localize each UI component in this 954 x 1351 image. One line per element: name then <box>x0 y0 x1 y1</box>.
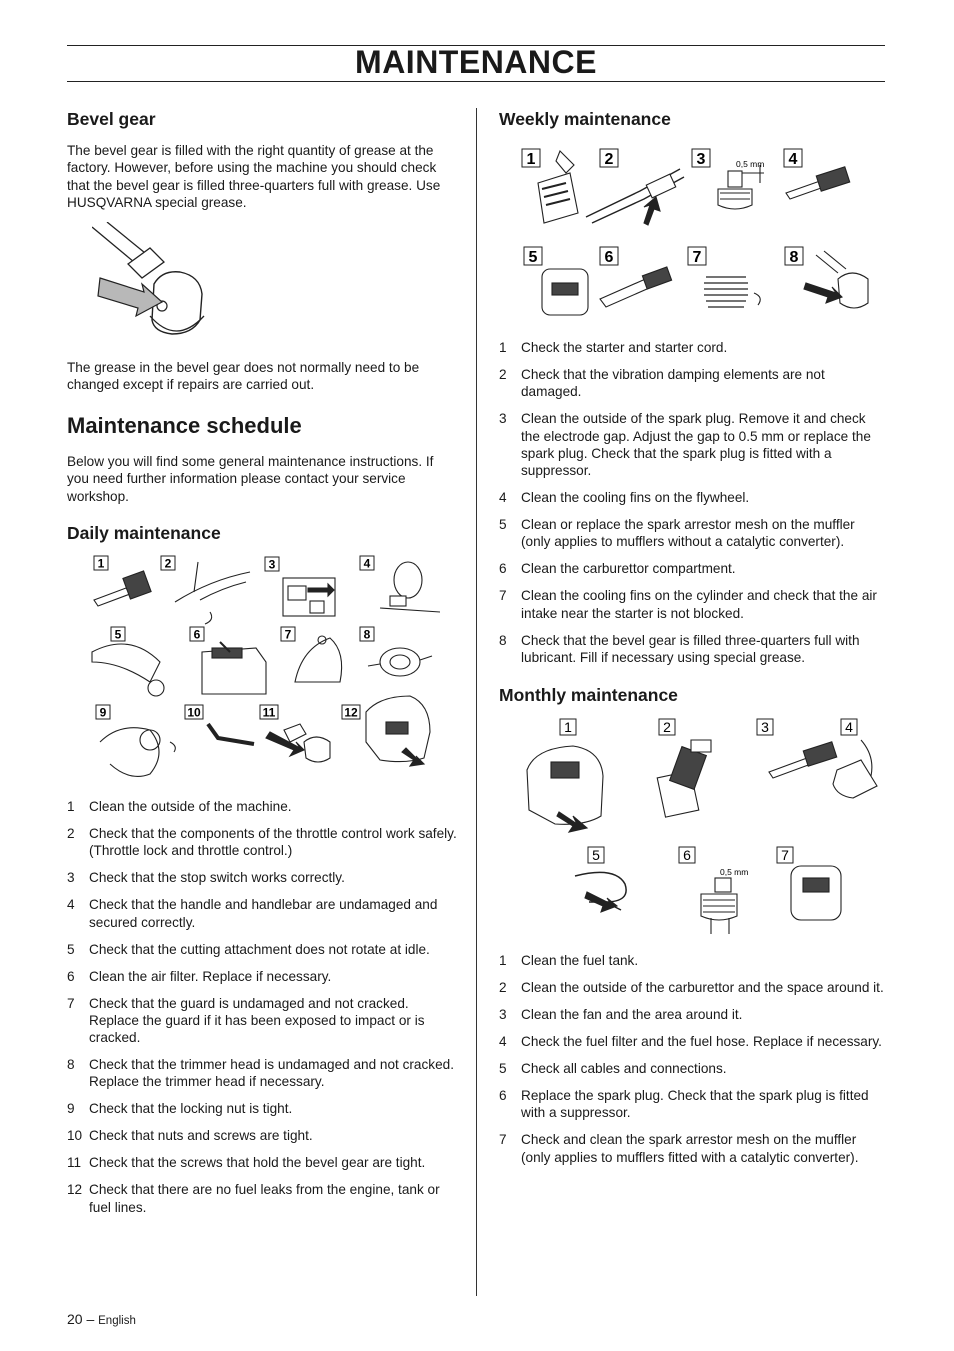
list-item: 10 Check that nuts and screws are tight. <box>67 1128 313 1144</box>
daily-label-2: 2 <box>164 556 172 571</box>
weekly-label-8: 8 <box>789 249 799 266</box>
monthly-label-7: 7 <box>781 847 789 863</box>
weekly-label-4: 4 <box>788 151 798 168</box>
list-item: 9 Check that the locking nut is tight. <box>67 1101 293 1117</box>
daily-label-8: 8 <box>363 627 371 642</box>
column-divider <box>476 108 477 1296</box>
header-bottom-rule <box>67 81 885 82</box>
monthly-label-3: 3 <box>761 719 769 735</box>
daily-maintenance-list <box>67 798 457 1226</box>
list-item: 8 Check that the bevel gear is filled three-quarters full with lubricant. Fill if necessary using special grease. <box>499 632 860 665</box>
monthly-gap-label: 0,5 mm <box>720 867 749 877</box>
weekly-maintenance-illustration <box>520 143 880 323</box>
list-item: 3 Clean the fan and the area around it. <box>499 1006 743 1022</box>
list-item: 7 Clean the cooling fins on the cylinder and check that the air intake near the starter is not blocked. <box>499 588 877 621</box>
weekly-label-5: 5 <box>528 249 538 266</box>
daily-label-10: 10 <box>187 705 201 720</box>
monthly-maintenance-list <box>499 952 887 1175</box>
list-item: 6 Clean the air filter. Replace if necessary. <box>67 968 332 984</box>
list-item: 3 Check that the stop switch works correctly. <box>67 870 345 886</box>
list-item: 7 Check that the guard is undamaged and not cracked. Replace the guard if it has been exposed to impact or is cracked. <box>67 995 425 1046</box>
page-title: MAINTENANCE <box>355 44 597 80</box>
bevel-gear-illustration <box>92 222 212 344</box>
list-item: 2 Check that the vibration damping elements are not damaged. <box>499 366 825 400</box>
list-item: 4 Clean the cooling fins on the flywheel. <box>499 490 750 506</box>
monthly-label-6: 6 <box>683 847 691 863</box>
footer-language: English <box>98 1315 136 1327</box>
weekly-label-3: 3 <box>696 151 706 168</box>
daily-label-6: 6 <box>193 627 201 642</box>
monthly-label-4: 4 <box>845 719 853 735</box>
list-item: 7 Check and clean the spark arrestor mesh on the muffler (only applies to mufflers fitted with a catalytic converter). <box>499 1132 859 1165</box>
daily-label-3: 3 <box>268 557 276 572</box>
daily-label-9: 9 <box>99 705 107 720</box>
list-item: 8 Check that the trimmer head is undamaged and not cracked. Replace the trimmer head if necessary. <box>67 1057 454 1090</box>
bevel-gear-heading: Bevel gear <box>67 109 156 129</box>
list-item: 2 Check that the components of the throttle control work safely. (Throttle lock and throttle control.) <box>67 825 457 859</box>
weekly-label-7: 7 <box>692 249 702 266</box>
daily-maintenance-illustration <box>90 552 440 784</box>
daily-label-1: 1 <box>97 556 105 571</box>
list-item: 4 Check that the handle and handlebar are undamaged and secured correctly. <box>67 897 438 930</box>
list-item: 2 Clean the outside of the carburettor and the space around it. <box>499 979 884 995</box>
list-item: 4 Check the fuel filter and the fuel hose. Replace if necessary. <box>499 1033 882 1049</box>
list-item: 5 Check all cables and connections. <box>499 1060 727 1076</box>
maintenance-schedule-intro: Below you will find some general maintenance instructions. If you need further information please contact your service workshop. <box>67 454 434 504</box>
list-item: 1 Clean the outside of the machine. <box>67 799 292 814</box>
page-number: 20 – <box>67 1311 95 1327</box>
weekly-maintenance-heading: Weekly maintenance <box>499 109 671 129</box>
list-item: 5 Check that the cutting attachment does not rotate at idle. <box>67 941 430 957</box>
list-item: 6 Replace the spark plug. Check that the spark plug is fitted with a suppressor. <box>499 1087 869 1121</box>
daily-label-12: 12 <box>344 705 358 720</box>
list-item: 1 Clean the fuel tank. <box>499 953 639 968</box>
daily-label-5: 5 <box>114 627 122 642</box>
monthly-label-5: 5 <box>592 847 600 863</box>
daily-maintenance-heading: Daily maintenance <box>67 523 221 543</box>
list-item: 11 Check that the screws that hold the bevel gear are tight. <box>67 1155 426 1171</box>
weekly-label-1: 1 <box>526 151 536 168</box>
list-item: 12 Check that there are no fuel leaks from the engine, tank or fuel lines. <box>67 1182 440 1215</box>
monthly-maintenance-illustration <box>515 716 885 938</box>
bevel-gear-intro: The bevel gear is filled with the right quantity of grease at the factory. However, before using the machine you should check that the bevel gear is filled three-quarters full with grease. Use HUSQVARNA special grease. <box>67 143 441 210</box>
list-item: 3 Clean the outside of the spark plug. Remove it and check the electrode gap. Adjust the gap to 0.5 mm or replace the spark plug. Check that the spark plug is fitted with a suppressor. <box>499 411 871 479</box>
list-item: 5 Clean or replace the spark arrestor mesh on the muffler (only applies to mufflers without a catalytic converter). <box>499 517 855 550</box>
weekly-gap-label: 0,5 mm <box>736 159 765 169</box>
page-footer <box>67 1311 136 1327</box>
weekly-label-2: 2 <box>604 151 614 168</box>
list-item: 6 Clean the carburettor compartment. <box>499 561 736 577</box>
list-item: 1 Check the starter and starter cord. <box>499 340 728 355</box>
monthly-label-2: 2 <box>663 719 671 735</box>
weekly-label-6: 6 <box>604 249 614 266</box>
daily-label-7: 7 <box>284 627 292 642</box>
bevel-gear-note: The grease in the bevel gear does not normally need to be changed except if repairs are carried out. <box>67 360 420 393</box>
monthly-label-1: 1 <box>564 719 572 735</box>
monthly-maintenance-heading: Monthly maintenance <box>499 685 678 705</box>
daily-label-4: 4 <box>363 556 371 571</box>
daily-label-11: 11 <box>262 705 276 720</box>
weekly-maintenance-list <box>499 339 887 676</box>
maintenance-schedule-heading: Maintenance schedule <box>67 413 302 438</box>
